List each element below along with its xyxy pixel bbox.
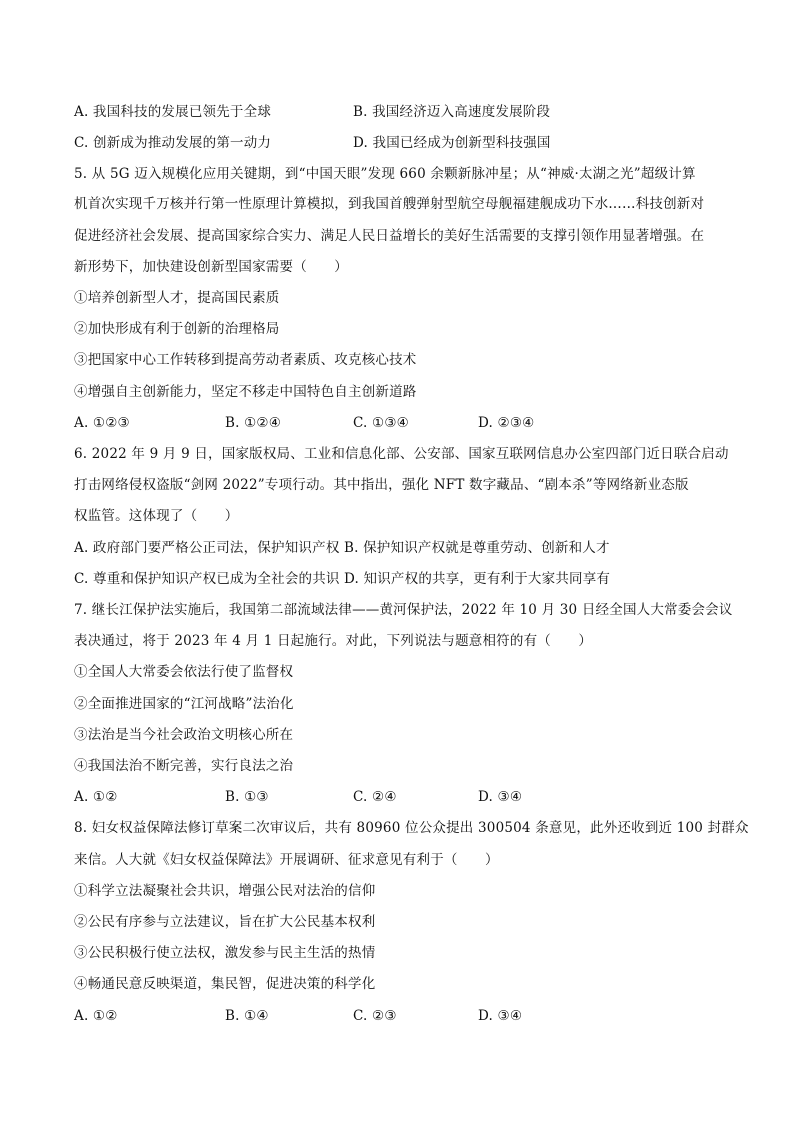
q6-option-a: A. 政府部门要严格公正司法，保护知识产权 [74, 540, 340, 556]
q7-option-b: B. ①③ [225, 789, 269, 805]
q6-stem-line: 打击网络侵权盗版“剑网 2022”专项行动。其中指出，强化 NFT 数字藏品、“剧本杀”等网络新业态版 [74, 477, 689, 493]
q7-option-a: A. ①② [74, 789, 118, 805]
q8-option-d: D. ③④ [478, 1008, 523, 1024]
q5-item: ①培养创新型人才，提高国民素质 [74, 290, 280, 306]
q8-item: ①科学立法凝聚社会共识，增强公民对法治的信仰 [74, 883, 376, 899]
q4-option-b: B. 我国经济迈入高速度发展阶段 [353, 104, 551, 120]
q4-option-d: D. 我国已经成为创新型科技强国 [353, 135, 551, 151]
q8-item: ④畅通民意反映渠道，集民智，促进决策的科学化 [74, 976, 376, 992]
q7-item: ①全国人大常委会依法行使了监督权 [74, 664, 294, 680]
q7-stem-line: 表决通过，将于 2023 年 4 月 1 日起施行。对此，下列说法与题意相符的有（ ） [74, 633, 593, 649]
q4-option-a: A. 我国科技的发展已领先于全球 [74, 104, 272, 120]
q8-stem-line: 来信。人大就《妇女权益保障法》开展调研、征求意见有利于（ ） [74, 852, 499, 868]
q8-item: ②公民有序参与立法建议，旨在扩大公民基本权利 [74, 914, 376, 930]
q5-item: ③把国家中心工作转移到提高劳动者素质、攻克核心技术 [74, 352, 417, 368]
q8-option-c: C. ②③ [353, 1008, 397, 1024]
q5-stem-line: 5. 从 5G 迈入规模化应用关键期，到“中国天眼”发现 660 余颗新脉冲星；从“神威·太湖之光”超级计算 [74, 166, 696, 182]
q6-stem-line: 权监管。这体现了（ ） [74, 508, 239, 524]
q7-item: ②全面推进国家的“江河战略”法治化 [74, 696, 294, 712]
q5-option-b: B. ①②④ [225, 415, 282, 431]
q7-item: ④我国法治不断完善，实行良法之治 [74, 758, 294, 774]
q8-stem-line: 8. 妇女权益保障法修订草案二次审议后，共有 80960 位公众提出 300504 条意见，此外还收到近 100 封群众 [74, 820, 749, 836]
q5-option-c: C. ①③④ [353, 415, 409, 431]
q5-stem-line: 机首次实现千万核并行第一性原理计算模拟，到我国首艘弹射型航空母舰福建舰成功下水……科技创新对 [74, 196, 705, 212]
q6-option-d: D. 知识产权的共享，更有利于大家共同享有 [344, 571, 611, 587]
q5-item: ②加快形成有利于创新的治理格局 [74, 321, 280, 337]
q8-option-a: A. ①② [74, 1008, 118, 1024]
q7-option-d: D. ③④ [478, 789, 523, 805]
q5-stem-line: 促进经济社会发展、提高国家综合实力、满足人民日益增长的美好生活需要的支撑引领作用显著增强。在 [74, 228, 705, 244]
q5-stem-line: 新形势下，加快建设创新型国家需要（ ） [74, 259, 348, 275]
q7-item: ③法治是当今社会政治文明核心所在 [74, 727, 294, 743]
q5-option-a: A. ①②③ [74, 415, 130, 431]
q8-option-b: B. ①④ [225, 1008, 269, 1024]
q5-option-d: D. ②③④ [478, 415, 535, 431]
q6-option-c: C. 尊重和保护知识产权已成为全社会的共识 [74, 571, 340, 587]
q7-option-c: C. ②④ [353, 789, 397, 805]
q7-stem-line: 7. 继长江保护法实施后，我国第二部流域法律——黄河保护法，2022 年 10 月 30 日经全国人大常委会会议 [74, 602, 733, 618]
q4-option-c: C. 创新成为推动发展的第一动力 [74, 135, 272, 151]
q8-item: ③公民积极行使立法权，激发参与民主生活的热情 [74, 945, 376, 961]
q6-option-b: B. 保护知识产权就是尊重劳动、创新和人才 [344, 540, 610, 556]
q5-item: ④增强自主创新能力，坚定不移走中国特色自主创新道路 [74, 384, 417, 400]
q6-stem-line: 6. 2022 年 9 月 9 日，国家版权局、工业和信息化部、公安部、国家互联网信息办公室四部门近日联合启动 [74, 446, 729, 462]
